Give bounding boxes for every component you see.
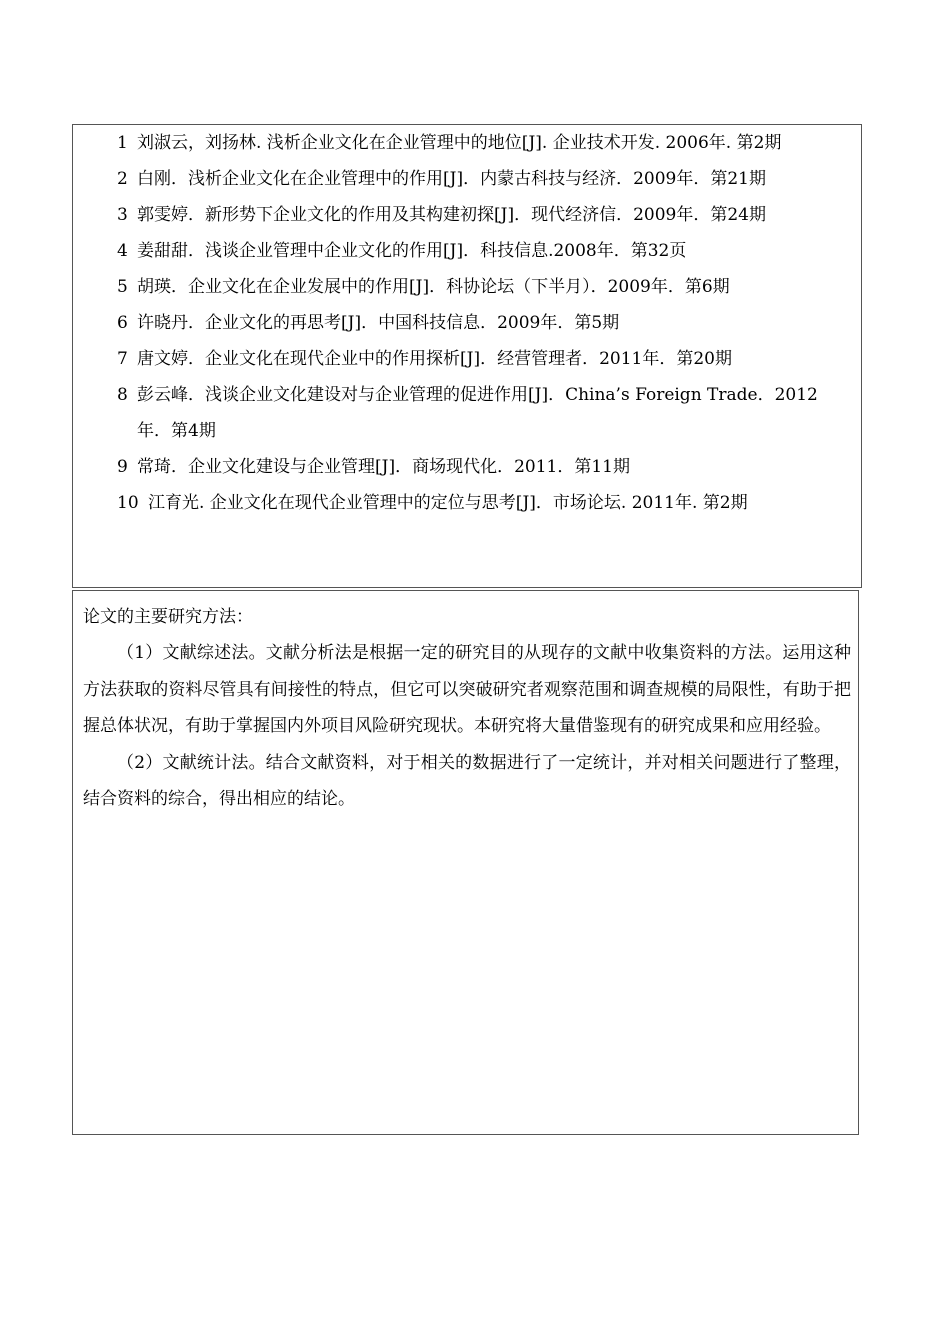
methods-box — [72, 590, 859, 1135]
reference-item-8 — [117, 377, 857, 413]
reference-number: 2 — [117, 169, 128, 189]
methods-content — [83, 599, 851, 818]
methods-title: 论文的主要研究方法： — [83, 607, 253, 627]
reference-number: 1 — [117, 133, 128, 153]
reference-number: 4 — [117, 241, 128, 261]
reference-text: 胡瑛．企业文化在企业发展中的作用[J]．科协论坛（下半月）．2009年．第6期 — [137, 277, 730, 297]
reference-item-5 — [117, 269, 857, 305]
reference-text: 彭云峰．浅谈企业文化建设对与企业管理的促进作用[J]．China’s Foreign Trade．2012 — [137, 385, 818, 405]
reference-item-4 — [117, 233, 857, 269]
reference-text: 许晓丹．企业文化的再思考[J]．中国科技信息．2009年．第5期 — [137, 313, 620, 333]
reference-item-1 — [117, 125, 857, 161]
methods-paragraph-1: （1）文献综述法。文献分析法是根据一定的研究目的从现存的文献中收集资料的方法。运用这种方法获取的资料尽管具有间接性的特点，但它可以突破研究者观察范围和调查规模的局限性，有助于把握总体状况，有助于掌握国内外项目风险研究现状。本研究将大量借鉴现有的研究成果和应用经验。 — [83, 643, 851, 736]
reference-text: 唐文婷．企业文化在现代企业中的作用探析[J]．经营管理者．2011年．第20期 — [137, 349, 732, 369]
reference-item-2 — [117, 161, 857, 197]
reference-number: 5 — [117, 277, 128, 297]
reference-text: 刘淑云，刘扬林. 浅析企业文化在企业管理中的地位[J]. 企业技术开发. 2006年. 第2期 — [137, 133, 782, 153]
reference-number: 9 — [117, 457, 128, 477]
methods-paragraph-2: （2）文献统计法。结合文献资料，对于相关的数据进行了一定统计，并对相关问题进行了整理，结合资料的综合，得出相应的结论。 — [83, 752, 851, 809]
reference-number: 8 — [117, 385, 128, 405]
reference-text: 白刚．浅析企业文化在企业管理中的作用[J]．内蒙古科技与经济．2009年．第21期 — [137, 169, 766, 189]
reference-item-10 — [117, 485, 857, 521]
reference-text: 郭雯婷．新形势下企业文化的作用及其构建初探[J]．现代经济信．2009年．第24期 — [137, 205, 766, 225]
reference-text: 常琦．企业文化建设与企业管理[J]．商场现代化．2011．第11期 — [137, 457, 630, 477]
reference-number: 6 — [117, 313, 128, 333]
reference-text: 江育光. 企业文化在现代企业管理中的定位与思考[J]．市场论坛. 2011年. 第2期 — [148, 493, 748, 513]
reference-number: 7 — [117, 349, 128, 369]
reference-item-3 — [117, 197, 857, 233]
reference-item-6 — [117, 305, 857, 341]
reference-item-9 — [117, 449, 857, 485]
reference-text: 姜甜甜．浅谈企业管理中企业文化的作用[J]．科技信息.2008年．第32页 — [137, 241, 687, 261]
references-box — [72, 124, 862, 588]
reference-number: 3 — [117, 205, 128, 225]
reference-number: 10 — [117, 493, 139, 513]
reference-list — [117, 125, 857, 521]
reference-item-7 — [117, 341, 857, 377]
reference-item-8-continuation: 年．第4期 — [137, 421, 216, 441]
